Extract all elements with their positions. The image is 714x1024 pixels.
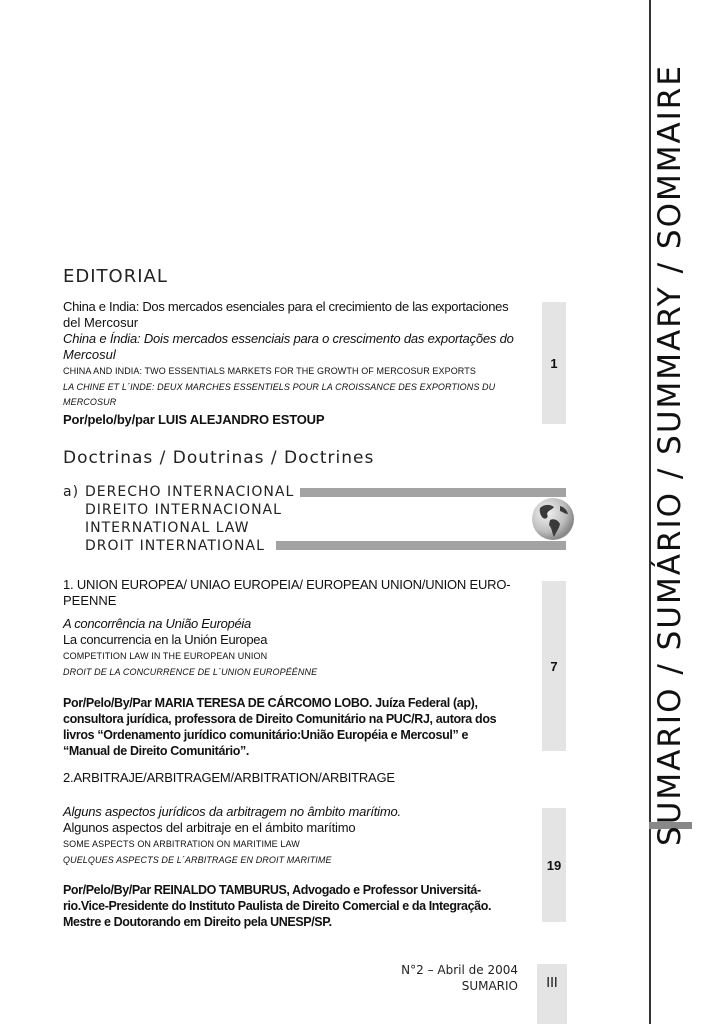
- editorial-title-fr-cont: MERCOSUR: [63, 397, 117, 407]
- law-line-fr: DROIT INTERNATIONAL: [85, 538, 265, 554]
- article1-section-title: 1. UNION EUROPEA/ UNIAO EUROPEIA/ EUROPEAN UNION/UNION EURO-: [63, 577, 511, 592]
- article1-entry: [63, 616, 533, 680]
- article2-author: [63, 882, 538, 930]
- article1-page-number: [542, 581, 566, 751]
- footer-info: [390, 962, 518, 994]
- article1-title-fr: DROIT DE LA CONCURRENCE DE L´UNION EUROPÉÉNNE: [63, 667, 318, 677]
- editorial-title-es: China e India: Dos mercados esenciales para el crecimiento de las exportaciones: [63, 299, 509, 314]
- article1-author-line: consultora jurídica, professora de Direito Comunitário na PUC/RJ, autora dos: [63, 712, 497, 726]
- article2-page-number: [542, 808, 566, 922]
- article2-entry: [63, 804, 533, 868]
- decorative-bar-bottom: [276, 541, 566, 550]
- editorial-page-label: 1: [550, 355, 558, 371]
- decorative-bar-top: [300, 488, 566, 497]
- article2-title-en: SOME ASPECTS ON ARBITRATION ON MARITIME LAW: [63, 839, 300, 849]
- article2-title-es: Algunos aspectos del arbitraje en el ámbito marítimo: [63, 820, 356, 835]
- article2-author-line: rio.Vice-Presidente do Instituto Paulista de Direito Comercial e da Integração.: [63, 899, 492, 913]
- editorial-author: Por/pelo/by/par LUIS ALEJANDRO ESTOUP: [63, 412, 325, 427]
- globe-icon: [530, 496, 576, 542]
- vertical-side-title: SUMARIO / SUMÁRIO / SUMMARY / SOMMAIRE: [652, 64, 688, 846]
- doctrines-sub-marker: a): [63, 484, 80, 500]
- article2-section-title: 2.ARBITRAJE/ARBITRAGEM/ARBITRATION/ARBITRAGE: [63, 770, 395, 785]
- footer-page-number: [537, 964, 567, 1024]
- law-line-pt: DIREITO INTERNACIONAL: [85, 502, 282, 518]
- doctrines-heading: Doctrinas / Doutrinas / Doctrines: [63, 448, 375, 468]
- law-line-en: INTERNATIONAL LAW: [85, 520, 250, 536]
- article2-title-pt: Alguns aspectos jurídicos da arbitragem no âmbito marítimo.: [63, 804, 401, 819]
- article2-author-line: Por/Pelo/By/Par REINALDO TAMBURUS, Advogado e Professor Universitá-: [63, 883, 481, 897]
- right-vertical-rule: [649, 0, 651, 1024]
- article1-title-en: COMPETITION LAW IN THE EUROPEAN UNION: [63, 651, 268, 661]
- editorial-entry: [63, 299, 535, 409]
- article2-page-label: 19: [546, 857, 562, 873]
- article1-author-line: “Manual de Direito Comunitário”.: [63, 744, 250, 758]
- editorial-title-fr: LA CHINE ET L´INDE: DEUX MARCHES ESSENTIELS POUR LA CROISSANCE DES EXPORTIONS DU: [63, 382, 496, 392]
- article1-author: [63, 695, 538, 759]
- editorial-title-pt: China e Índia: Dois mercados essenciais para o crescimento das exportações do: [63, 331, 514, 346]
- editorial-title-pt-cont: Mercosul: [63, 347, 116, 362]
- footer-section: SUMARIO: [461, 979, 518, 993]
- article2-author-line: Mestre e Doutorando em Direito pela UNESP/SP.: [63, 915, 332, 929]
- footer-page-label: III: [546, 976, 558, 991]
- footer-issue: N°2 – Abril de 2004: [401, 963, 518, 977]
- article1-section-title-cont: PEENNE: [63, 593, 117, 608]
- law-line-es: DERECHO INTERNACIONAL: [85, 484, 295, 500]
- article1-author-line: livros “Ordenamento jurídico comunitário:União Européia e Mercosul” e: [63, 728, 469, 742]
- editorial-title-es-cont: del Mercosur: [63, 315, 139, 330]
- article1-title-pt: A concorrência na União Européia: [63, 616, 251, 631]
- editorial-title-en: CHINA AND INDIA: TWO ESSENTIALS MARKETS FOR THE GROWTH OF MERCOSUR EXPORTS: [63, 366, 476, 376]
- article1-section: [63, 577, 538, 609]
- editorial-page-number: [542, 302, 566, 424]
- editorial-heading: EDITORIAL: [63, 266, 168, 287]
- international-law-block: [85, 483, 294, 555]
- article1-page-label: 7: [550, 658, 558, 674]
- article2-title-fr: QUELQUES ASPECTS DE L´ARBITRAGE EN DROIT MARITIME: [63, 855, 332, 865]
- article1-title-es: La concurrencia en la Unión Europea: [63, 632, 268, 647]
- article1-author-line: Por/Pelo/By/Par MARIA TERESA DE CÁRCOMO LOBO. Juíza Federal (ap),: [63, 696, 478, 710]
